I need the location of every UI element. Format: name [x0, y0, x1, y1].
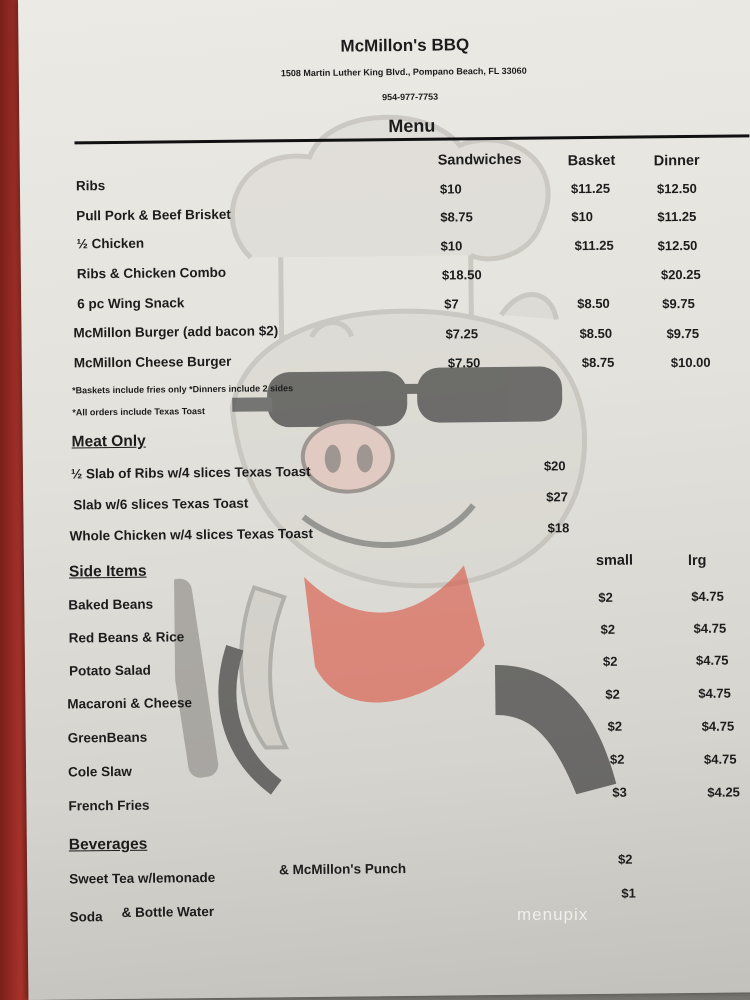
- beverage-price-soda-water: $1: [621, 885, 636, 901]
- sandwich-price: $7.25: [445, 326, 479, 342]
- basket-price: $11.25: [574, 237, 614, 254]
- dinner-price: $12.50: [657, 237, 698, 254]
- dinner-price: $9.75: [666, 325, 700, 342]
- side-large-price: $4.75: [703, 751, 737, 767]
- note-baskets-dinners: *Baskets include fries only *Dinners include 2 sides: [72, 383, 294, 396]
- side-item-name: Macaroni & Cheese: [67, 695, 192, 712]
- menu-sheet: [18, 0, 750, 1000]
- side-small-price: $2: [609, 751, 625, 767]
- menu-item-name: 6 pc Wing Snack: [77, 295, 185, 312]
- side-item-name: French Fries: [68, 797, 150, 814]
- sandwich-price: $10: [439, 181, 462, 197]
- sandwich-price: $7.50: [447, 355, 481, 371]
- meat-item-price: $27: [546, 489, 569, 505]
- side-small-price: $2: [605, 686, 620, 702]
- basket-price: $8.75: [581, 354, 615, 371]
- menu-item-name: ½ Chicken: [76, 235, 145, 252]
- beverage-water: & Bottle Water: [121, 903, 215, 920]
- col-dinner: Dinner: [653, 152, 700, 170]
- side-small-header: small: [595, 552, 634, 569]
- restaurant-address: 1508 Martin Luther King Blvd., Pompano Beach, FL 33060: [280, 65, 527, 79]
- beverage-price-tea-punch: $2: [617, 851, 633, 867]
- meat-item-name: Slab w/6 slices Texas Toast: [73, 495, 249, 513]
- side-small-price: $2: [598, 589, 613, 605]
- menu-item-name: McMillon Burger (add bacon $2): [73, 323, 279, 341]
- meat-only-heading: Meat Only: [71, 432, 146, 451]
- menu-heading: Menu: [388, 115, 436, 137]
- side-item-name: Baked Beans: [68, 596, 154, 613]
- note-texas-toast: *All orders include Texas Toast: [72, 406, 206, 418]
- side-item-name: Potato Salad: [68, 662, 151, 679]
- side-large-price: $4.75: [693, 620, 727, 636]
- dinner-price: $10.00: [670, 354, 711, 371]
- basket-price: $11.25: [570, 180, 611, 197]
- side-large-header: lrg: [687, 552, 707, 570]
- sandwich-price: $18.50: [441, 267, 482, 283]
- col-basket: Basket: [567, 152, 616, 170]
- side-items-heading: Side Items: [68, 562, 147, 581]
- menu-item-name: McMillon Cheese Burger: [73, 353, 232, 371]
- sandwich-price: $7: [444, 296, 459, 312]
- side-large-price: $4.75: [701, 718, 735, 734]
- restaurant-name: McMillon's BBQ: [340, 35, 470, 56]
- menu-item-name: Ribs: [75, 178, 106, 194]
- basket-price: $10: [571, 208, 594, 225]
- beverage-punch: & McMillon's Punch: [279, 860, 407, 878]
- side-small-price: $2: [600, 621, 616, 637]
- side-large-price: $4.75: [695, 652, 729, 668]
- side-large-price: $4.75: [691, 588, 724, 604]
- side-item-name: Red Beans & Rice: [68, 629, 185, 646]
- meat-item-price: $18: [547, 520, 570, 536]
- dinner-price: $9.75: [662, 295, 695, 312]
- beverage-sweet-tea: Sweet Tea w/lemonade: [69, 869, 216, 887]
- menu-item-name: Pull Pork & Beef Brisket: [76, 206, 231, 224]
- meat-item-name: ½ Slab of Ribs w/4 slices Texas Toast: [70, 463, 311, 482]
- beverage-soda: Soda: [69, 909, 103, 925]
- dinner-price: $20.25: [660, 266, 701, 283]
- sandwich-price: $8.75: [440, 209, 473, 225]
- restaurant-phone: 954-977-7753: [381, 91, 439, 103]
- basket-price: $8.50: [577, 295, 610, 312]
- sandwich-price: $10: [440, 238, 463, 254]
- dinner-price: $11.25: [657, 208, 697, 225]
- basket-price: $8.50: [579, 325, 613, 342]
- menupix-watermark: menupix: [517, 905, 589, 924]
- meat-item-price: $20: [543, 458, 566, 474]
- side-item-name: GreenBeans: [67, 729, 148, 746]
- side-item-name: Cole Slaw: [68, 763, 132, 780]
- side-small-price: $3: [612, 784, 627, 800]
- beverages-heading: Beverages: [68, 835, 148, 854]
- dinner-price: $12.50: [656, 180, 697, 197]
- side-small-price: $2: [602, 653, 618, 669]
- side-large-price: $4.75: [698, 685, 731, 701]
- side-small-price: $2: [607, 718, 623, 734]
- meat-item-name: Whole Chicken w/4 slices Texas Toast: [69, 525, 314, 544]
- side-large-price: $4.25: [707, 784, 740, 800]
- col-sandwiches: Sandwiches: [437, 151, 522, 169]
- menu-item-name: Ribs & Chicken Combo: [76, 264, 227, 282]
